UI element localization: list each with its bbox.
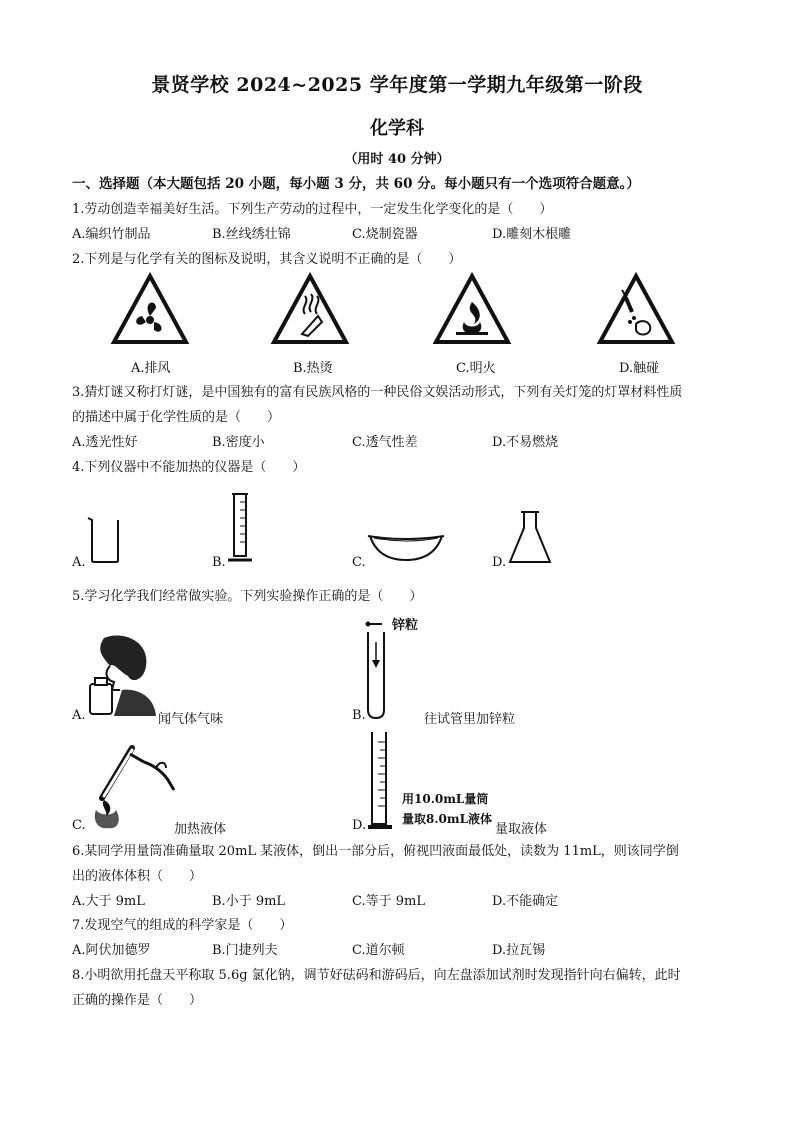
q5-option-c-letter[interactable]: C. [72, 818, 86, 833]
cylinder-note-line2: 量取8.0mL液体 [402, 812, 493, 826]
measuring-cylinder-figure [366, 730, 394, 830]
q6-option-b[interactable]: B.小于 9mL [212, 894, 286, 909]
q3-option-c[interactable]: C.透气性差 [352, 435, 418, 450]
question-6-stem-line1: 6.某同学用量筒准确量取 20mL 某液体，倒出一部分后，俯视凹液面最低处，读数为 11mL，则该同学倒 [72, 844, 679, 859]
question-8-stem-line2: 正确的操作是（ ） [72, 993, 203, 1008]
q5-option-a-letter[interactable]: A. [72, 708, 86, 723]
q3-option-d[interactable]: D.不易燃烧 [492, 435, 559, 450]
heating-liquid-figure [86, 740, 182, 832]
q5-option-b-caption: 往试管里加锌粒 [424, 712, 516, 727]
conical-flask-icon [508, 510, 552, 566]
q6-option-c[interactable]: C.等于 9mL [352, 894, 425, 909]
q4-option-a[interactable]: A. [72, 555, 86, 570]
q5-option-b-letter[interactable]: B. [352, 708, 366, 723]
question-3-stem-line2: 的描述中属于化学性质的是（ ） [72, 410, 281, 425]
question-2-stem: 2.下列是与化学有关的图标及说明，其含义说明不正确的是（ ） [72, 252, 462, 267]
q6-option-d[interactable]: D.不能确定 [492, 894, 559, 909]
q3-option-b[interactable]: B.密度小 [212, 435, 265, 450]
q5-option-c-caption: 加热液体 [174, 822, 227, 837]
beaker-icon [86, 516, 122, 564]
q4-option-c[interactable]: C. [352, 555, 366, 570]
evaporating-dish-icon [366, 532, 446, 562]
q7-option-a[interactable]: A.阿伏加德罗 [72, 943, 151, 958]
q4-option-b[interactable]: B. [212, 555, 226, 570]
q5-option-d-letter[interactable]: D. [352, 818, 367, 833]
q2-option-a[interactable]: A.排风 [131, 361, 171, 376]
subject-title: 化学科 [370, 118, 424, 139]
q1-option-a[interactable]: A.编织竹制品 [72, 227, 151, 242]
exam-title: 景贤学校 2024~2025 学年度第一学期九年级第一阶段 [151, 74, 643, 96]
q6-option-a[interactable]: A.大于 9mL [72, 894, 145, 909]
section-heading: 一、选择题（本大题包括 20 小题，每小题 3 分，共 60 分。每小题只有一个选项符合题意。） [72, 176, 640, 192]
fan-warning-icon [112, 272, 188, 348]
q2-option-d[interactable]: D.触碰 [619, 361, 660, 376]
question-4-stem: 4.下列仪器中不能加热的仪器是（ ） [72, 460, 306, 475]
question-1-stem: 1.劳动创造幸福美好生活。下列生产劳动的过程中，一定发生化学变化的是（ ） [72, 202, 553, 217]
q1-option-c[interactable]: C.烧制瓷器 [352, 227, 418, 242]
q5-option-d-caption: 量取液体 [495, 822, 548, 837]
smelling-gas-figure [84, 632, 156, 716]
q1-option-b[interactable]: B.丝线绣壮锦 [212, 227, 291, 242]
question-3-stem-line1: 3.猜灯谜又称打灯谜，是中国独有的富有民族风格的一种民俗文娱活动形式，下列有关灯笼的灯罩材料性质 [72, 385, 683, 400]
time-limit: （用时 40 分钟） [344, 152, 450, 167]
graduated-cylinder-icon [226, 492, 254, 564]
q7-option-b[interactable]: B.门捷列夫 [212, 943, 278, 958]
q4-option-d[interactable]: D. [492, 555, 507, 570]
question-5-stem: 5.学习化学我们经常做实验。下列实验操作正确的是（ ） [72, 589, 423, 604]
question-7-stem: 7.发现空气的组成的科学家是（ ） [72, 918, 293, 933]
q7-option-d[interactable]: D.拉瓦锡 [492, 943, 546, 958]
open-flame-warning-icon [434, 272, 510, 348]
question-6-stem-line2: 出的液体体积（ ） [72, 869, 203, 884]
zinc-label: 锌粒 [392, 618, 419, 633]
q7-option-c[interactable]: C.道尔顿 [352, 943, 405, 958]
hot-surface-warning-icon [272, 272, 348, 348]
q2-option-b[interactable]: B.热烫 [293, 361, 333, 376]
q5-option-a-caption: 闻气体气味 [158, 712, 224, 727]
cylinder-note-line1: 用10.0mL量筒 [402, 792, 489, 806]
q1-option-d[interactable]: D.雕刻木根雕 [492, 227, 572, 242]
question-8-stem-line1: 8.小明欲用托盘天平称取 5.6g 氯化钠，调节好砝码和游码后，向左盘添加试剂时发现指针向右偏转，此时 [72, 968, 681, 983]
q3-option-a[interactable]: A.透光性好 [72, 435, 138, 450]
corrosive-touch-warning-icon [598, 272, 674, 348]
q2-option-c[interactable]: C.明火 [456, 361, 496, 376]
